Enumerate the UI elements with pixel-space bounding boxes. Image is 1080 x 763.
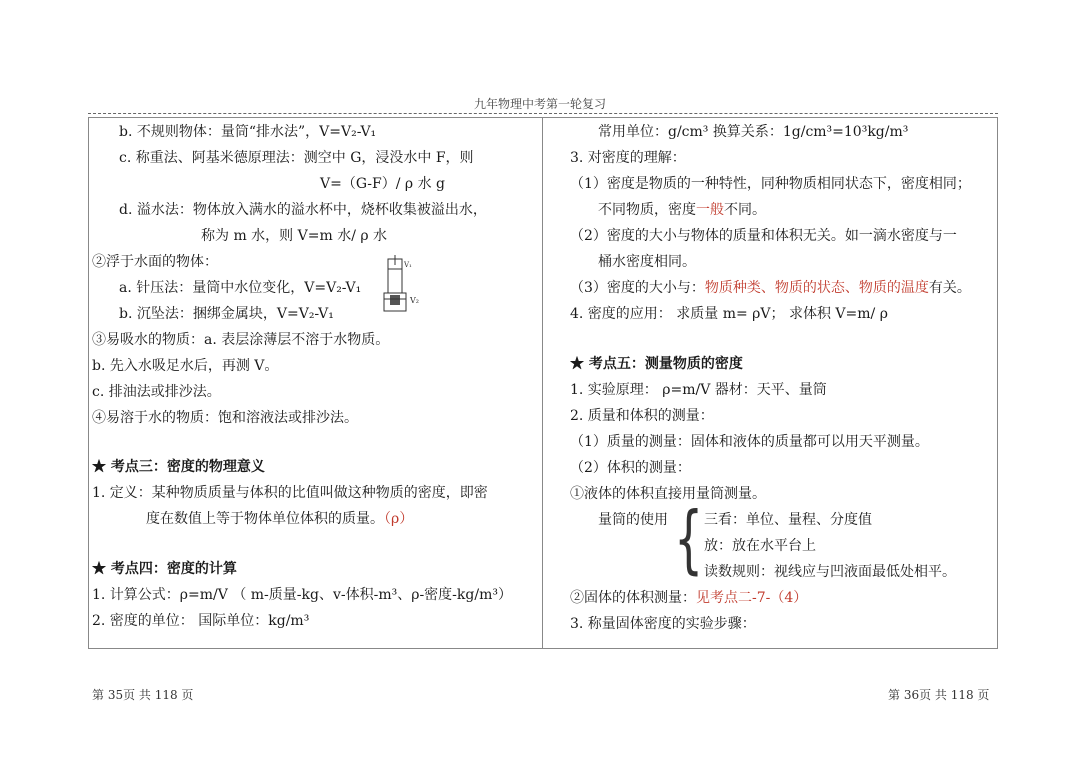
text-line: ①液体的体积直接用量筒测量。 xyxy=(570,486,766,502)
text-line xyxy=(570,278,971,298)
text-line: 3. 称量固体密度的实验步骤： xyxy=(570,616,756,632)
cylinder-diagram xyxy=(380,255,430,315)
text-line xyxy=(570,588,807,608)
text-line xyxy=(598,200,766,220)
text-line: c. 称重法、阿基米德原理法：测空中 G，浸没水中 F，则 xyxy=(119,150,474,166)
text-line: 2. 密度的单位： 国际单位：kg/m³ xyxy=(92,613,310,629)
text-line: ④易溶于水的物质：饱和溶液法或排沙法。 xyxy=(92,410,358,426)
rho-symbol: （ρ） xyxy=(384,511,414,527)
column-divider xyxy=(542,117,543,649)
text-span: ②固体的体积测量： xyxy=(570,590,696,606)
text-span: 不同物质，密度 xyxy=(598,202,696,218)
reference-link: 见考点二-7-（4） xyxy=(696,590,808,606)
text-line: 放：放在水平台上 xyxy=(704,538,816,554)
text-line: b. 不规则物体：量筒“排水法”，V=V₂-V₁ xyxy=(119,124,377,140)
text-line: 1. 实验原理： ρ=m/V 器材：天平、量筒 xyxy=(570,382,827,398)
text-line: （1）密度是物质的一种特性，同种物质相同状态下，密度相同； xyxy=(570,176,971,192)
text-line: （2）密度的大小与物体的质量和体积无关。如一滴水密度与一 xyxy=(570,228,957,244)
text-span: 度在数值上等于物体单位体积的质量。 xyxy=(146,511,384,527)
text-line: 读数规则：视线应与凹液面最低处相平。 xyxy=(704,564,956,580)
text-line: ②浮于水面的物体： xyxy=(92,254,218,270)
highlight-text: 一般 xyxy=(696,202,724,218)
footer-left: 第 35页 共 118 页 xyxy=(92,688,194,702)
text-line: 3. 对密度的理解： xyxy=(570,150,686,166)
text-span: 不同。 xyxy=(724,202,766,218)
text-line: d. 溢水法：物体放入满水的溢水杯中，烧杯收集被溢出水， xyxy=(119,202,487,218)
text-line: 2. 质量和体积的测量： xyxy=(570,408,714,424)
highlight-text: 物质种类、物质的状态、物质的温度 xyxy=(704,280,929,296)
text-line: 量筒的使用 xyxy=(598,512,668,528)
formula-line: 1. 计算公式：ρ=m/V （ m-质量-kg、v-体积-m³、ρ-密度-kg/m³） xyxy=(92,587,512,603)
section-heading: ★ 考点四：密度的计算 xyxy=(92,561,237,577)
text-line xyxy=(146,509,413,529)
section-heading: ★ 考点三：密度的物理意义 xyxy=(92,459,265,475)
text-line: 常用单位：g/cm³ 换算关系：1g/cm³=10³kg/m³ xyxy=(598,124,909,140)
text-span: 有关。 xyxy=(928,280,971,296)
text-line: 1. 定义：某种物质质量与体积的比值叫做这种物质的密度，即密 xyxy=(92,485,488,501)
v1-label: V₁ xyxy=(404,261,412,269)
text-line: b. 先入水吸足水后，再测 V。 xyxy=(92,358,279,374)
text-line: （2）体积的测量： xyxy=(570,460,691,476)
formula-line: V=（G-F）/ ρ 水 g xyxy=(320,176,445,192)
text-line: 三看：单位、量程、分度值 xyxy=(704,512,872,528)
header-rule xyxy=(88,113,998,114)
footer-right: 第 36页 共 118 页 xyxy=(888,688,990,702)
section-heading: ★ 考点五：测量物质的密度 xyxy=(570,356,743,372)
v2-label: V₂ xyxy=(410,296,419,305)
text-span: （3）密度的大小与： xyxy=(570,280,705,296)
brace-icon: { xyxy=(674,495,704,582)
text-line: （1）质量的测量：固体和液体的质量都可以用天平测量。 xyxy=(570,434,929,450)
text-line: a. 针压法：量筒中水位变化，V=V₂-V₁ xyxy=(119,280,362,296)
text-line: 称为 m 水，则 V=m 水/ ρ 水 xyxy=(201,228,388,244)
text-line: 4. 密度的应用： 求质量 m= ρV； 求体积 V=m/ ρ xyxy=(570,306,888,322)
text-line: 桶水密度相同。 xyxy=(598,254,696,270)
page-header: 九年物理中考第一轮复习 xyxy=(473,97,606,111)
text-line: c. 排油法或排沙法。 xyxy=(92,384,221,400)
text-line: b. 沉坠法：捆绑金属块，V=V₂-V₁ xyxy=(119,306,334,322)
text-line: ③易吸水的物质：a. 表层涂薄层不溶于水物质。 xyxy=(92,332,390,348)
